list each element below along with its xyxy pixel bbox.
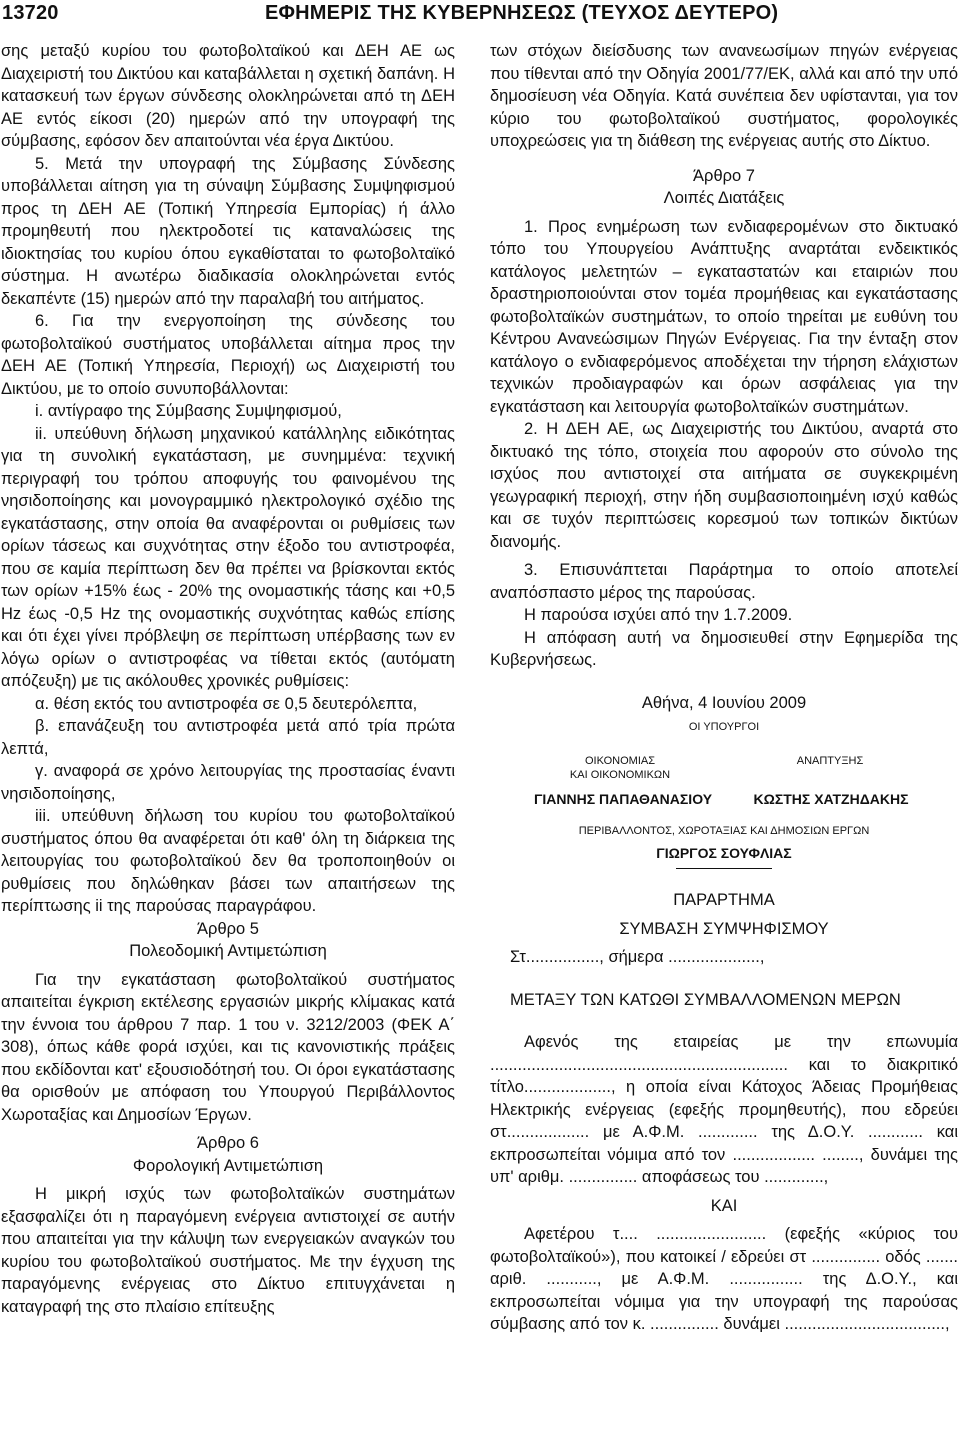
article-7-paragraph-1: 1. Προς ενημέρωση των ενδιαφερομένων στο δικτυακό τόπο του Υπουργείου Ανάπτυξης αναρτάται ενδεικτικός κατάλογος μελετητών – εγκαταστατών και εταιριών που δραστηριοποιούνται στον τομέα προμήθειας και εγκατάστασης φωτοβολταϊκών συστημάτων, το οποίο τηρείται με ευθύνη του Κέντρου Ανανεώσιμων Πηγών Ενέργειας. Για την ένταξη στον κατάλογο ο ενδιαφερόμενος αποδέχεται την τήρηση ελάχιστων τεχνικών προδιαγραφών και όρων ασφάλειας για την εγκατάσταση και λειτουργία φωτοβολταϊκών συστημάτων. (490, 217, 958, 416)
list-item-c: γ. αναφορά σε χρόνο λειτουργίας της προστασίας έναντι νησιδοποίησης, (1, 762, 455, 803)
list-item-b: β. επανάζευξη του αντιστροφέα μετά από τρία πρώτα λεπτά, (1, 717, 455, 758)
list-item-i: i. αντίγραφο της Σύμβασης Συμψηφισμού, (35, 402, 342, 420)
minister-roles-row (490, 754, 958, 784)
paragraph-6: 6. Για την ενεργοποίηση της σύνδεσης του φωτοβολταϊκού συστήματος υποβάλλεται αίτημα προς την ΔΕΗ ΑΕ (Τοπική Υπηρεσία, Περιοχή) ως Διαχειριστή του Δικτύου, με το οποίο συνυποβάλλονται: (1, 312, 455, 398)
kai-conjunction: ΚΑΙ (710, 1196, 738, 1215)
minister-3-role: ΠΕΡΙΒΑΛΛΟΝΤΟΣ, ΧΩΡΟΤΑΞΙΑΣ ΚΑΙ ΔΗΜΟΣΙΩΝ ΕΡΓΩΝ (578, 825, 870, 837)
minister-1-role-line1: ΟΙΚΟΝΟΜΙΑΣ (584, 755, 656, 767)
minister-3-name: ΓΙΩΡΓΟΣ ΣΟΥΦΛΙΑΣ (656, 845, 792, 861)
annex-subtitle: ΣΥΜΒΑΣΗ ΣΥΜΨΗΦΙΣΜΟΥ (619, 919, 829, 938)
minister-1-role-line2: ΚΑΙ ΟΙΚΟΝΟΜΙΚΩΝ (569, 769, 671, 781)
article-7-subtitle: Λοιπές Διατάξεις (663, 189, 785, 207)
article-5-text: Για την εγκατάσταση φωτοβολταϊκού συστήματος απαιτείται έγκριση εκτέλεσης εργασιών μικρής κλίμακας κατά την έννοια του άρθρου 7 παρ. 1 του ν. 3212/2003 (ΦΕΚ Α΄ 308), όπως κάθε φορά ισχύει, και τις κανονιστικής πράξεις που εκδίδονται κατ' εξουσιοδότησή του. Οι όροι εγκατάστασης θα ορισθούν με απόφαση του Υπουργού Περιβάλλοντος Χωροταξίας και Δημοσίων Έργων. (1, 970, 455, 1124)
list-item-a: α. θέση εκτός του αντιστροφέα σε 0,5 δευτερόλεπτα, (35, 694, 418, 713)
article-6-subtitle: Φορολογική Αντιμετώπιση (132, 1156, 324, 1175)
list-item-iii: iii. υπεύθυνη δήλωση του κυρίου του φωτοβολταϊκού συστήματος όπου θα αναφέρεται ότι καθ' όλη τη διάρκεια της λειτουργίας του φωτοβολταϊκού δεν θα τροποποιηθούν οι ρυθμίσεις που δηλώθηκαν βάσει των απαιτήσεων της περίπτωσης ii της παρούσας παραγράφου. (1, 807, 455, 915)
paragraph-continuation: των στόχων διείσδυσης των ανανεωσίμων πηγών ενέργειας που τίθενται από την Οδηγία 2001/77/ΕΚ, αλλά και από την υπό δημοσίευση νέα Οδηγία. Κατά συνέπεια δεν υφίστανται, για τον κύριο του φωτοβολταϊκού συστήματος, φορολογικές υποχρεώσεις για τη διάθεση της ενέργειας αυτής στο Δίκτυο. (490, 42, 958, 150)
minister-1-name: ΓΙΑΝΝΗΣ ΠΑΠΑΘΑΝΑΣΙΟΥ (533, 791, 713, 807)
article-5-subtitle: Πολεοδομική Αντιμετώπιση (129, 942, 327, 960)
place-date: Αθήνα, 4 Ιουνίου 2009 (641, 693, 807, 712)
party-1-text: Αφενός της εταιρείας με την επωνυμία ................................................................. και το διακριτικό τίτλο..................., η οποία είναι Κάτοχος Άδειας Προμήθειας Ηλεκτρικής ενέργειας (εφεξής προμηθευτής), που εδρεύει στ.................. με Α.Φ.Μ. ............. της Δ.Ο.Υ. ............ και εκπροσωπείται νόμιμα από τον .................. ........, δυνάμει της υπ' αριθμ. ............... αποφάσεως του ............., (490, 1033, 958, 1186)
paragraph-5: 5. Μετά την υπογραφή της Σύμβασης Σύνδεσης υποβάλλεται αίτηση για τη σύναψη Σύμβασης Συμψηφισμού προς τη ΔΕΗ ΑΕ (Τοπική Υπηρεσία Εμπορίας) ή άλλο προμηθευτή που ηλεκτροδοτεί τις καταναλώσεις της ιδιοκτησίας του κυρίου όπου εγκαθίσταται το φωτοβολταϊκό σύστημα. Η ανωτέρω διαδικασία ολοκληρώνεται εντός δεκαπέντε (15) ημερών από την παραλαβή του αιτήματος. (1, 154, 455, 308)
article-7-paragraph-3: 3. Επισυνάπτεται Παράρτημα το οποίο αποτελεί αναπόσπαστο μέρος της παρούσας. (490, 561, 958, 602)
article-6-title: Άρθρο 6 (197, 1134, 259, 1152)
minister-2-name: ΚΩΣΤΗΣ ΧΑΤΖΗΔΑΚΗΣ (753, 791, 909, 807)
minister-names-row (490, 790, 958, 812)
between-parties-heading: ΜΕΤΑΞΥ ΤΩΝ ΚΑΤΩΘΙ ΣΥΜΒΑΛΛΟΜΕΝΩΝ ΜΕΡΩΝ (510, 990, 901, 1009)
party-2-text: Αφετέρου τ.... ........................ (εφεξής «κύριος του φωτοβολταϊκού»), που κατοικεί / εδρεύει στ ............... οδός ....... αριθ. ..........., με Α.Φ.Μ. ................ της Δ.Ο.Υ., και εκπροσωπείται νόμιμα για την υπογραφή της παρούσας σύμβασης από τον κ. ............... δυνάμει ..................................., (490, 1225, 958, 1333)
article-6-text: Η μικρή ισχύς των φωτοβολταϊκών συστημάτων εξασφαλίζει ότι η παραγόμενη ενέργεια αντιστοιχεί σε αυτήν που απαιτείται για την κάλυψη των ενεργειακών αναγκών του κυρίου του φωτοβολταϊκού συστήματος. Με την έγχυση της παραγόμενης ενέργειας στο Δίκτυο επιτυγχάνεται η καταγραφή της στο πλαίσιο επίτευξης (1, 1185, 455, 1316)
ministers-heading: ΟΙ ΥΠΟΥΡΓΟΙ (688, 721, 760, 733)
annex-title: ΠΑΡΑΡΤΗΜΑ (673, 891, 775, 909)
minister-2-role: ΑΝΑΠΤΥΞΗΣ (796, 755, 864, 767)
place-date-blank-line: Στ................, σήμερα ...................., (510, 948, 765, 966)
validity-statement: Η παρούσα ισχύει από την 1.7.2009. (524, 606, 793, 624)
gazette-title: ΕΦΗΜΕΡΙΣ ΤΗΣ ΚΥΒΕΡΝΗΣΕΩΣ (ΤΕΥΧΟΣ ΔΕΥΤΕΡΟ) (265, 2, 779, 24)
paragraph-continuation: σης μεταξύ κυρίου του φωτοβολταϊκού και ΔΕΗ ΑΕ ως Διαχειριστή του Δικτύου και καταβάλλεται η σχετική δαπάνη. Η κατασκευή των έργων σύνδεσης ολοκληρώνεται από τη ΔΕΗ ΑΕ εντός είκοσι (20) ημερών από την υπογραφή της σύμβασης, εφόσον δεν απαιτούνται νέα έργα Δικτύου. (1, 42, 455, 150)
article-5-title: Άρθρο 5 (197, 919, 259, 938)
article-7-paragraph-2: 2. Η ΔΕΗ ΑΕ, ως Διαχειριστής του Δικτύου, αναρτά στο δικτυακό της τόπο, στοιχεία που αφορούν στο σύνολο της ισχύος που αντιστοιχεί στα αιτήματα σε συγκεκριμένη γεωγραφική περιοχή, στην ήδη συμβασιοποιημένη ισχύ καθώς και σε τυχόν περιπτώσεις κορεσμού των τοπικών δικτύων διανομής. (490, 420, 958, 551)
publication-order: Η απόφαση αυτή να δημοσιευθεί στην Εφημερίδα της Κυβερνήσεως. (490, 628, 958, 669)
list-item-ii: ii. υπεύθυνη δήλωση μηχανικού κατάλληλης ειδικότητας για τη συνολική εγκατάσταση, με συνημμένα: τεχνική περιγραφή του τρόπου αποφυγής του φαινομένου της νησιδοποίησης και μονογραμμικό ηλεκτρολογικό σχέδιο της εγκατάστασης, στην οποία θα αναφέρονται οι ρυθμίσεις των ορίων τάσεως και συχνότητας στην έξοδο του αντιστροφέα, που σε καμία περίπτωση δεν θα πρέπει να βρίσκονται εκτός των ορίων +15% έως - 20% της ονομαστικής τάσης και +0,5 Hz έως -0,5 Hz της ονομαστικής συχνότητας καθώς επίσης και ότι έχει γίνει πρόβλεψη σε περίπτωση υπέρβασης των εν λόγω ορίων ο αντιστροφέας να τίθεται εκτός (αυτόματη απόζευξη) με τις ακόλουθες χρονικές ρυθμίσεις: (1, 424, 455, 690)
page-number: 13720 (2, 2, 59, 24)
right-column (490, 40, 958, 1336)
page-header (0, 0, 960, 30)
article-7-title: Άρθρο 7 (693, 166, 755, 185)
left-column (1, 40, 455, 1318)
